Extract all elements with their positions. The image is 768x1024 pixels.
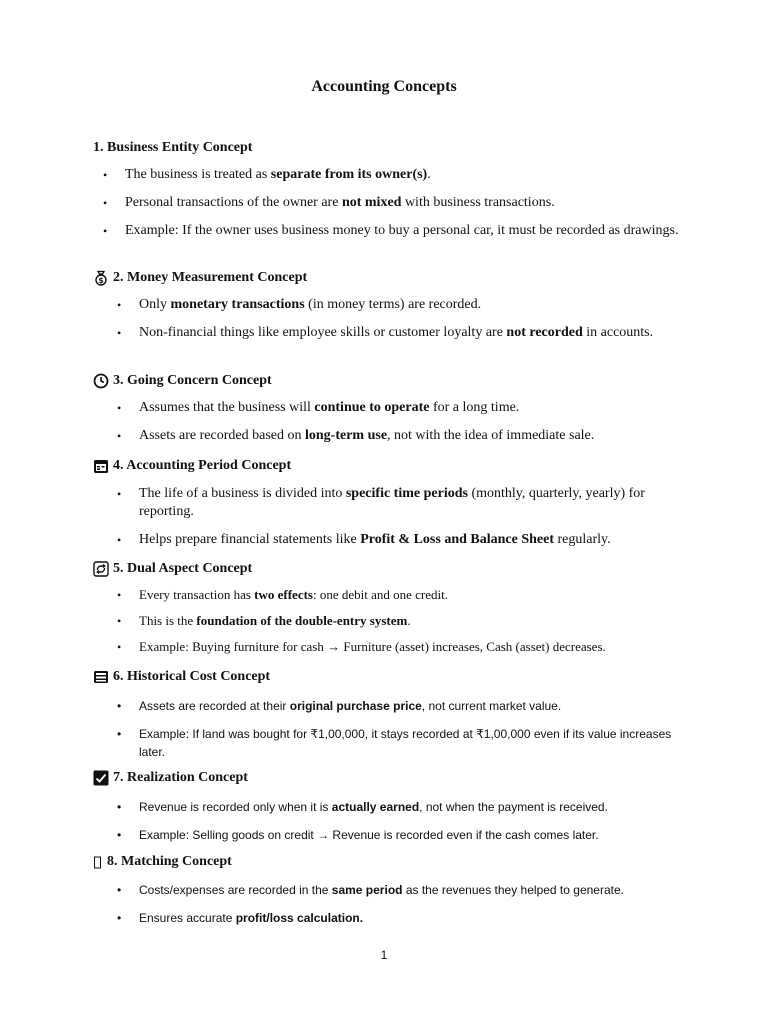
- section-historical-cost: [93, 667, 693, 761]
- bullet-glyph: •: [117, 727, 122, 741]
- item-bold-text: long-term use: [305, 428, 388, 443]
- item-text: Example: If the owner uses business money to buy a personal car, it must be recorded as drawings.: [125, 223, 679, 238]
- section-heading-text: 2. Money Measurement Concept: [113, 270, 308, 285]
- list-item: [93, 324, 693, 342]
- list-item: [93, 881, 693, 899]
- bullet-glyph: •: [117, 640, 122, 654]
- item-text: as the revenues they helped to generate.: [402, 883, 624, 897]
- bullet-glyph: •: [117, 401, 122, 415]
- bullet-glyph: •: [117, 614, 122, 628]
- item-text: , not current market value.: [421, 699, 562, 713]
- item-text: Assumes that the business will: [139, 400, 315, 415]
- bullet-list: [93, 166, 693, 240]
- bullet-glyph: •: [117, 883, 122, 897]
- section-heading: [93, 559, 693, 579]
- ledger-icon: [93, 669, 109, 685]
- section-heading: [93, 371, 693, 391]
- bullet-glyph: •: [117, 911, 122, 925]
- list-item: [93, 638, 693, 656]
- item-text: Example: If land was bought for ₹1,00,000, it stays recorded at ₹1,00,000 even if its value increases later.: [139, 727, 672, 759]
- item-text: .: [407, 613, 411, 628]
- list-item: [93, 725, 693, 761]
- bullet-glyph: •: [103, 168, 108, 182]
- item-bold-text: continue to operate: [314, 400, 430, 415]
- list-item: [93, 194, 693, 212]
- item-bold-text: separate from its owner(s): [270, 167, 428, 182]
- item-text: Assets are recorded at their: [139, 699, 290, 713]
- bullet-list: [93, 881, 693, 927]
- item-text: Example: Buying furniture for cash → Furniture (asset) increases, Cash (asset) decreases.: [139, 639, 606, 654]
- section-matching: [93, 852, 693, 927]
- item-text: Personal transactions of the owner are: [125, 195, 342, 210]
- list-item: [93, 798, 693, 816]
- section-heading-text: 6. Historical Cost Concept: [113, 669, 271, 684]
- bullet-glyph: •: [117, 533, 122, 547]
- item-bold-text: same period: [331, 883, 403, 897]
- item-bold-text: specific time periods: [345, 486, 468, 501]
- item-text: , not with the idea of immediate sale.: [387, 428, 595, 443]
- list-item: [93, 166, 693, 184]
- list-item: [93, 222, 693, 240]
- list-item: [93, 697, 693, 715]
- bullet-glyph: •: [117, 828, 122, 842]
- section-accounting-period: [93, 456, 693, 549]
- item-bold-text: not mixed: [341, 195, 402, 210]
- item-text: Assets are recorded based on: [139, 428, 305, 443]
- page-number: 1: [380, 948, 388, 962]
- item-text: , not when the payment is received.: [419, 800, 608, 814]
- section-going-concern: [93, 371, 693, 445]
- section-heading-text: 5. Dual Aspect Concept: [113, 561, 253, 576]
- bullet-glyph: •: [117, 326, 122, 340]
- list-item: [93, 586, 693, 604]
- item-bold-text: foundation of the double-entry system: [196, 613, 408, 628]
- section-business-entity: [93, 138, 693, 240]
- item-text: This is the: [139, 613, 197, 628]
- bullet-list: [93, 296, 693, 342]
- missing-glyph-icon: [93, 854, 103, 870]
- page-title: Accounting Concepts: [311, 78, 457, 95]
- section-heading: [93, 667, 693, 687]
- bullet-list: [93, 586, 693, 656]
- section-heading-text: 7. Realization Concept: [113, 770, 248, 785]
- section-heading: [93, 852, 693, 872]
- item-bold-text: monetary transactions: [170, 297, 305, 312]
- list-item: [93, 531, 693, 549]
- item-text: Revenue is recorded only when it is: [139, 800, 332, 814]
- bullet-glyph: •: [117, 487, 122, 501]
- item-text: Ensures accurate: [139, 911, 236, 925]
- section-heading-text: 8. Matching Concept: [107, 854, 232, 869]
- item-text: (monthly, quarterly, yearly) for reporting.: [139, 486, 645, 519]
- bullet-list: [93, 697, 693, 761]
- item-text: with business transactions.: [401, 195, 555, 210]
- item-bold-text: original purchase price: [289, 699, 422, 713]
- item-bold-text: two effects: [254, 587, 313, 602]
- bullet-list: [93, 399, 693, 445]
- item-bold-text: profit/loss calculation.: [235, 911, 364, 925]
- item-text: in accounts.: [582, 325, 654, 340]
- item-text: .: [427, 167, 431, 182]
- section-realization: [93, 768, 693, 844]
- svg-text:$: $: [98, 276, 104, 285]
- repeat-icon: [93, 561, 109, 577]
- clock-icon: [93, 373, 109, 389]
- bullet-list: [93, 798, 693, 844]
- item-text: Costs/expenses are recorded in the: [139, 883, 332, 897]
- item-text: : one debit and one credit.: [312, 587, 448, 602]
- list-item: [93, 296, 693, 314]
- section-heading: [93, 138, 693, 158]
- bullet-glyph: •: [117, 298, 122, 312]
- bullet-list: [93, 485, 693, 549]
- money-bag-icon: [93, 270, 109, 286]
- list-item: [93, 612, 693, 630]
- bullet-glyph: •: [117, 588, 122, 602]
- item-text: Only: [139, 297, 171, 312]
- list-item: [93, 427, 693, 445]
- section-heading-text: 3. Going Concern Concept: [113, 373, 272, 388]
- section-heading-text: 4. Accounting Period Concept: [113, 458, 292, 473]
- item-text: Helps prepare financial statements like: [139, 532, 361, 547]
- item-text: The business is treated as: [125, 167, 271, 182]
- item-text: for a long time.: [429, 400, 520, 415]
- bullet-glyph: •: [117, 429, 122, 443]
- check-box-icon: [93, 770, 109, 786]
- item-text: Example: Selling goods on credit → Revenue is recorded even if the cash comes later.: [139, 828, 599, 842]
- bullet-glyph: •: [117, 699, 122, 713]
- section-heading: [93, 456, 693, 476]
- section-heading: [93, 268, 693, 288]
- section-money-measurement: [93, 268, 693, 342]
- list-item: [93, 485, 693, 521]
- item-bold-text: Profit & Loss and Balance Sheet: [360, 532, 555, 547]
- item-bold-text: not recorded: [506, 325, 583, 340]
- calendar-icon: [93, 458, 109, 474]
- section-heading-text: 1. Business Entity Concept: [93, 140, 253, 155]
- item-text: regularly.: [554, 532, 611, 547]
- bullet-glyph: •: [103, 224, 108, 238]
- list-item: [93, 826, 693, 844]
- bullet-glyph: •: [117, 800, 122, 814]
- section-dual-aspect: [93, 559, 693, 656]
- item-bold-text: actually earned: [331, 800, 420, 814]
- item-text: Non-financial things like employee skills or customer loyalty are: [139, 325, 507, 340]
- bullet-glyph: •: [103, 196, 108, 210]
- item-text: Every transaction has: [139, 587, 255, 602]
- section-heading: [93, 768, 693, 788]
- item-text: (in money terms) are recorded.: [304, 297, 482, 312]
- list-item: [93, 399, 693, 417]
- item-text: The life of a business is divided into: [139, 486, 346, 501]
- list-item: [93, 909, 693, 927]
